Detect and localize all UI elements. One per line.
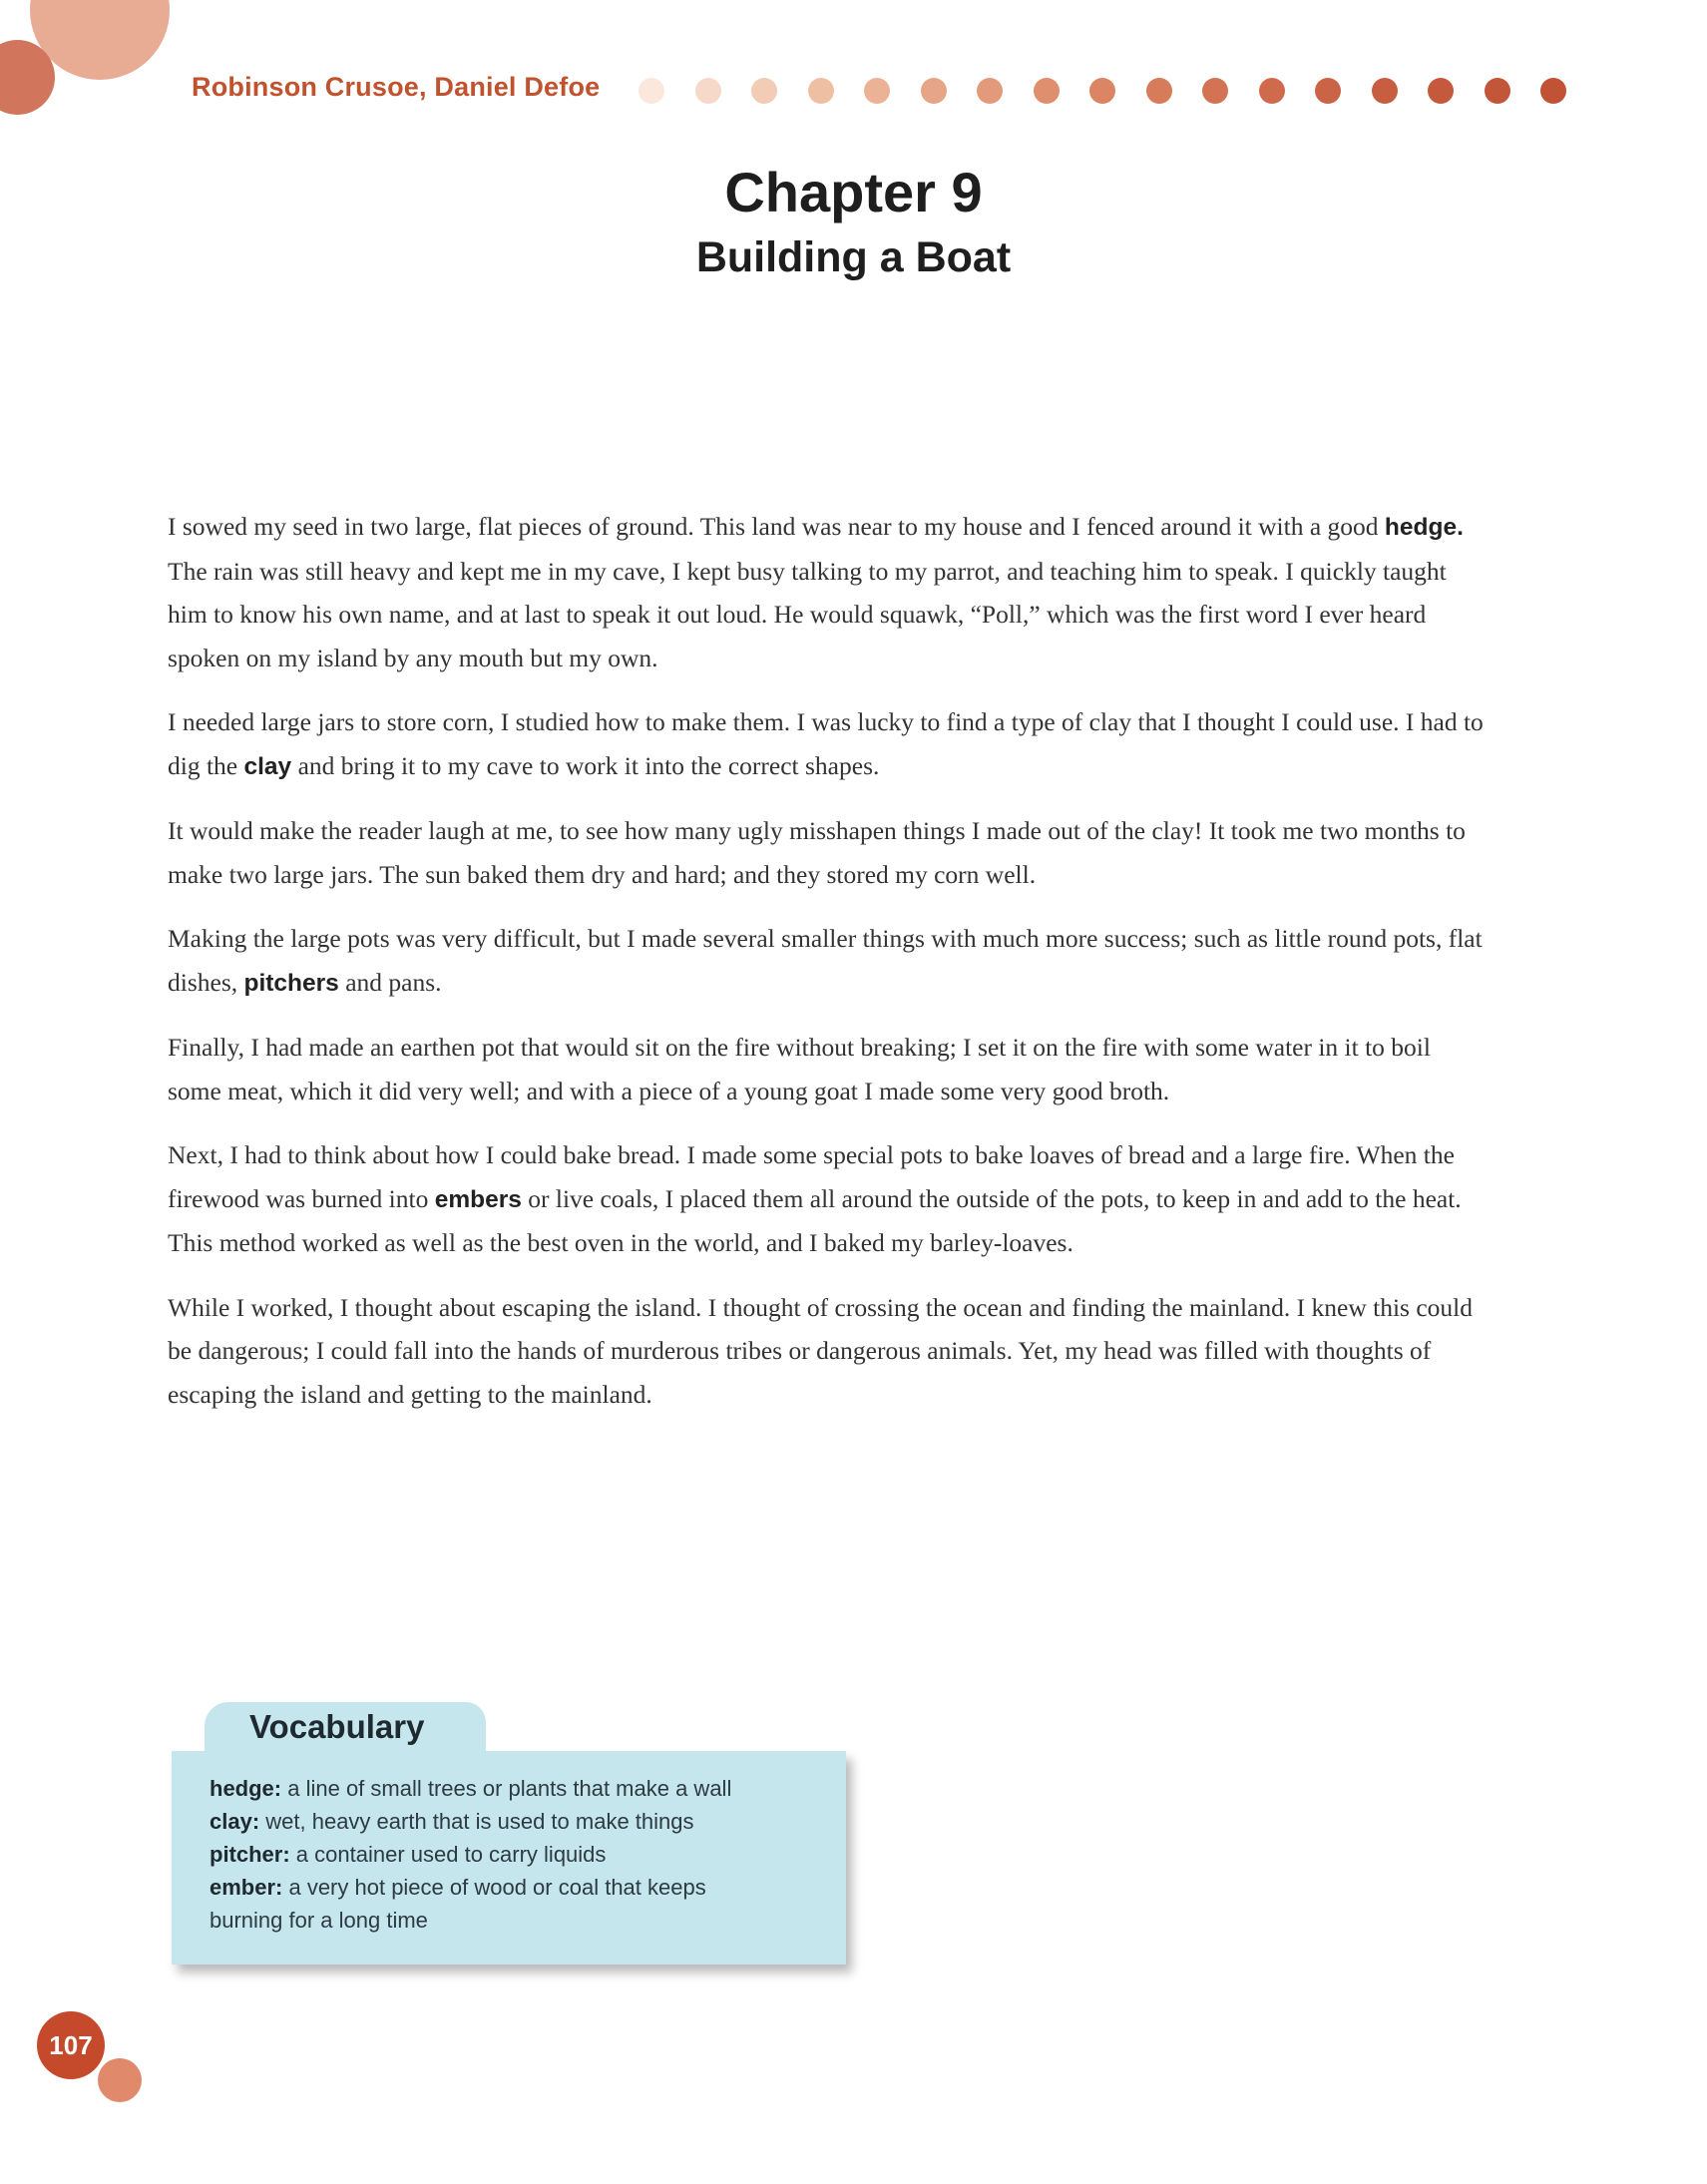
paragraph-1: I sowed my seed in two large, flat pieces of ground. This land was near to my house and I fenced around it with a good hedge. The rain was still heavy and kept me in my cave, I kept busy talking to my parrot, and teaching him to speak. I quickly taught him to know his own name, and at last to speak it out loud. He would squawk, “Poll,” which was the first word I ever heard spoken on my island by any mouth but my own.	[168, 512, 1464, 672]
vocab-word-clay: clay	[243, 752, 292, 780]
decorative-dot	[639, 78, 664, 104]
decorative-dot	[1034, 78, 1060, 104]
story-body	[168, 505, 1485, 1437]
decorative-dot-row	[639, 78, 1566, 104]
paragraph-6: Next, I had to think about how I could bake bread. I made some special pots to bake loaves of bread and a large fire. When the firewood was burned into embers or live coals, I placed them all around the outside of the pots, to keep in and add to the heat. This method worked as well as the best oven in the world, and I baked my barley-loaves.	[168, 1140, 1462, 1257]
decorative-dot	[1089, 78, 1115, 104]
vocab-word-hedge: hedge.	[1384, 514, 1464, 541]
decorative-dot	[695, 78, 721, 104]
paragraph-4: Making the large pots was very difficult, but I made several smaller things with much more success; such as little round pots, flat dishes, pitchers and pans.	[168, 924, 1483, 997]
paragraph-3: It would make the reader laugh at me, to see how many ugly misshapen things I made out of the clay! It took me two months to make two large jars. The sun baked them dry and hard; and they stored my corn well.	[168, 816, 1466, 889]
vocab-entry: clay: wet, heavy earth that is used to make things	[210, 1809, 694, 1834]
decorative-dot	[977, 78, 1003, 104]
vocab-entry: pitcher: a container used to carry liquids	[210, 1842, 607, 1867]
paragraph-2: I needed large jars to store corn, I studied how to make them. I was lucky to find a type of clay that I thought I could use. I had to dig the clay and bring it to my cave to work it into the correct shapes.	[168, 707, 1484, 780]
running-head: Robinson Crusoe, Daniel Defoe	[192, 72, 601, 102]
decorative-dot	[864, 78, 890, 104]
vocabulary-list	[210, 1772, 828, 1937]
chapter-title: Chapter 9	[724, 161, 983, 223]
chapter-subtitle: Building a Boat	[695, 233, 1012, 281]
page-number-badge	[37, 2011, 105, 2079]
decorative-dot	[1428, 78, 1454, 104]
decorative-dot	[1259, 78, 1285, 104]
decorative-circle-footer	[98, 2058, 142, 2102]
vocab-entry: hedge: a line of small trees or plants that make a wall	[210, 1776, 732, 1801]
decorative-dot	[1315, 78, 1341, 104]
vocab-word-pitchers: pitchers	[243, 969, 339, 997]
decorative-dot	[1540, 78, 1566, 104]
page-number: 107	[49, 2029, 93, 2060]
decorative-dot	[808, 78, 834, 104]
vocabulary-heading: Vocabulary	[249, 1708, 425, 1745]
decorative-dot	[921, 78, 947, 104]
decorative-dot	[1202, 78, 1228, 104]
vocab-word-embers: embers	[434, 1185, 522, 1213]
paragraph-7: While I worked, I thought about escaping the island. I thought of crossing the ocean and finding the mainland. I knew this could be dangerous; I could fall into the hands of murderous tribes or dangerous animals. Yet, my head was filled with thoughts of escaping the island and getting to the mainland.	[168, 1292, 1473, 1409]
decorative-dot	[1485, 78, 1510, 104]
decorative-dot	[751, 78, 777, 104]
decorative-dot	[1372, 78, 1398, 104]
vocab-entry: ember: a very hot piece of wood or coal that keeps burning for a long time	[210, 1875, 706, 1933]
paragraph-5: Finally, I had made an earthen pot that would sit on the fire without breaking; I set it on the fire with some water in it to boil some meat, which it did very well; and with a piece of a young goat I made some very good broth.	[168, 1033, 1431, 1105]
decorative-dot	[1146, 78, 1172, 104]
